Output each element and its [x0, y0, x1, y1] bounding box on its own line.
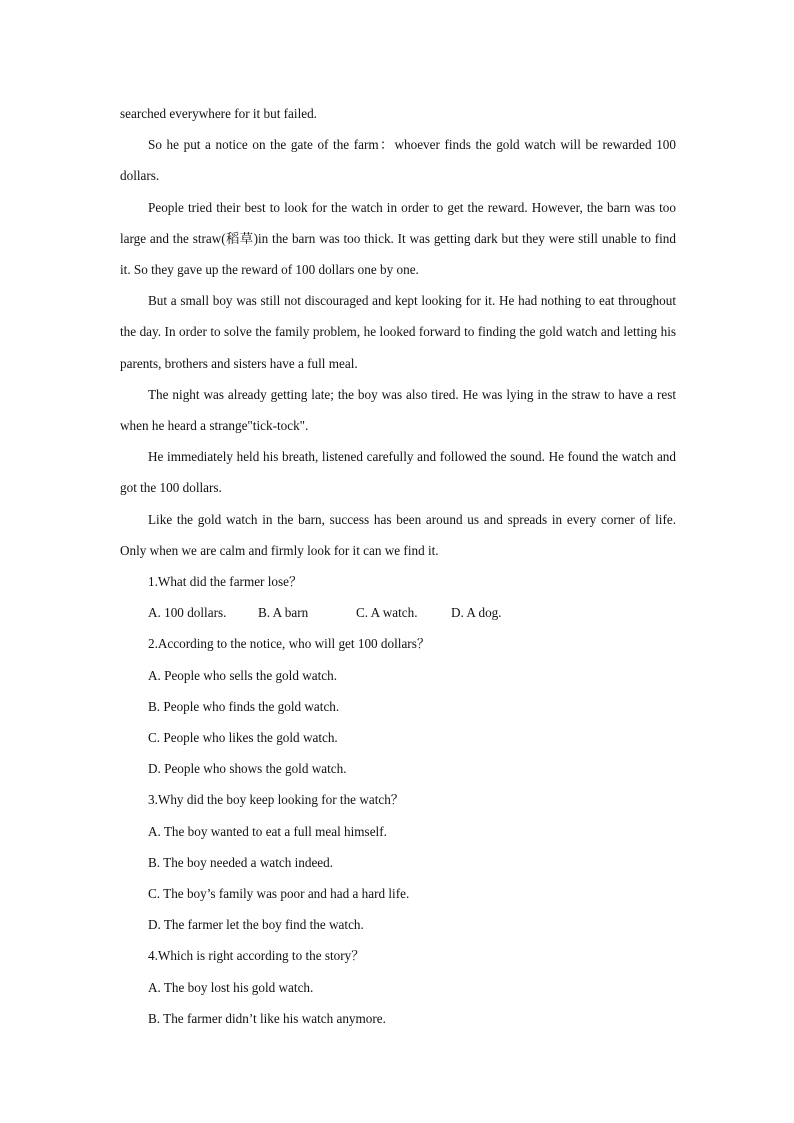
- question-2-text: 2.According to the notice, who will get 100 dollars？: [148, 636, 431, 652]
- passage-paragraph-1: searched everywhere for it but failed.: [120, 106, 317, 121]
- question-1-option-c: C. A watch.: [356, 605, 418, 621]
- question-3: [120, 784, 676, 940]
- question-1-option-a: A. 100 dollars.: [148, 605, 227, 621]
- question-3-option-c: C. The boy’s family was poor and had a hard life.: [148, 886, 410, 902]
- passage-paragraph-7: Like the gold watch in the barn, success has been around us and spreads in every corner of life. Only when we are calm and firmly look for it can we find it.: [120, 511, 676, 558]
- question-3-option-a: A. The boy wanted to eat a full meal himself.: [148, 823, 387, 839]
- question-3-text: 3.Why did the boy keep looking for the watch？: [148, 792, 404, 808]
- question-3-option-d: D. The farmer let the boy find the watch.: [148, 917, 364, 933]
- passage-paragraph-6: He immediately held his breath, listened carefully and followed the sound. He found the watch and got the 100 dollars.: [120, 449, 676, 496]
- question-2: [120, 628, 676, 784]
- passage-paragraph-4: But a small boy was still not discouraged and kept looking for it. He had nothing to eat throughout the day. In order to solve the family problem, he looked forward to finding the gold watch and letting his parents, brothers and sisters have a full meal.: [120, 293, 676, 371]
- question-4: [120, 940, 676, 1034]
- question-4-option-b: B. The farmer didn’t like his watch anymore.: [148, 1010, 386, 1026]
- question-2-option-d: D. People who shows the gold watch.: [148, 761, 347, 777]
- question-1-option-b: B. A barn: [258, 605, 309, 621]
- question-4-option-a: A. The boy lost his gold watch.: [148, 979, 314, 995]
- question-2-option-b: B. People who finds the gold watch.: [148, 698, 340, 714]
- question-1-text: 1.What did the farmer lose？: [148, 574, 303, 590]
- question-3-option-b: B. The boy needed a watch indeed.: [148, 854, 334, 870]
- question-2-option-c: C. People who likes the gold watch.: [148, 730, 338, 746]
- question-2-option-a: A. People who sells the gold watch.: [148, 667, 337, 683]
- document-body: [120, 98, 676, 1034]
- question-1: [120, 566, 676, 628]
- question-1-option-d: D. A dog.: [451, 605, 502, 621]
- question-4-text: 4.Which is right according to the story？: [148, 948, 365, 964]
- passage-paragraph-3: People tried their best to look for the watch in order to get the reward. However, the barn was too large and the straw(稻草)in the barn was too thick. It was getting dark but they were still unable to find it. So they gave up the reward of 100 dollars one by one.: [120, 199, 676, 278]
- passage-paragraph-5: The night was already getting late; the boy was also tired. He was lying in the straw to have a rest when he heard a strange"tick-tock".: [120, 386, 676, 434]
- question-1-options: [120, 597, 676, 628]
- passage-paragraph-2: So he put a notice on the gate of the farm：whoever finds the gold watch will be rewarded 100 dollars.: [120, 137, 676, 184]
